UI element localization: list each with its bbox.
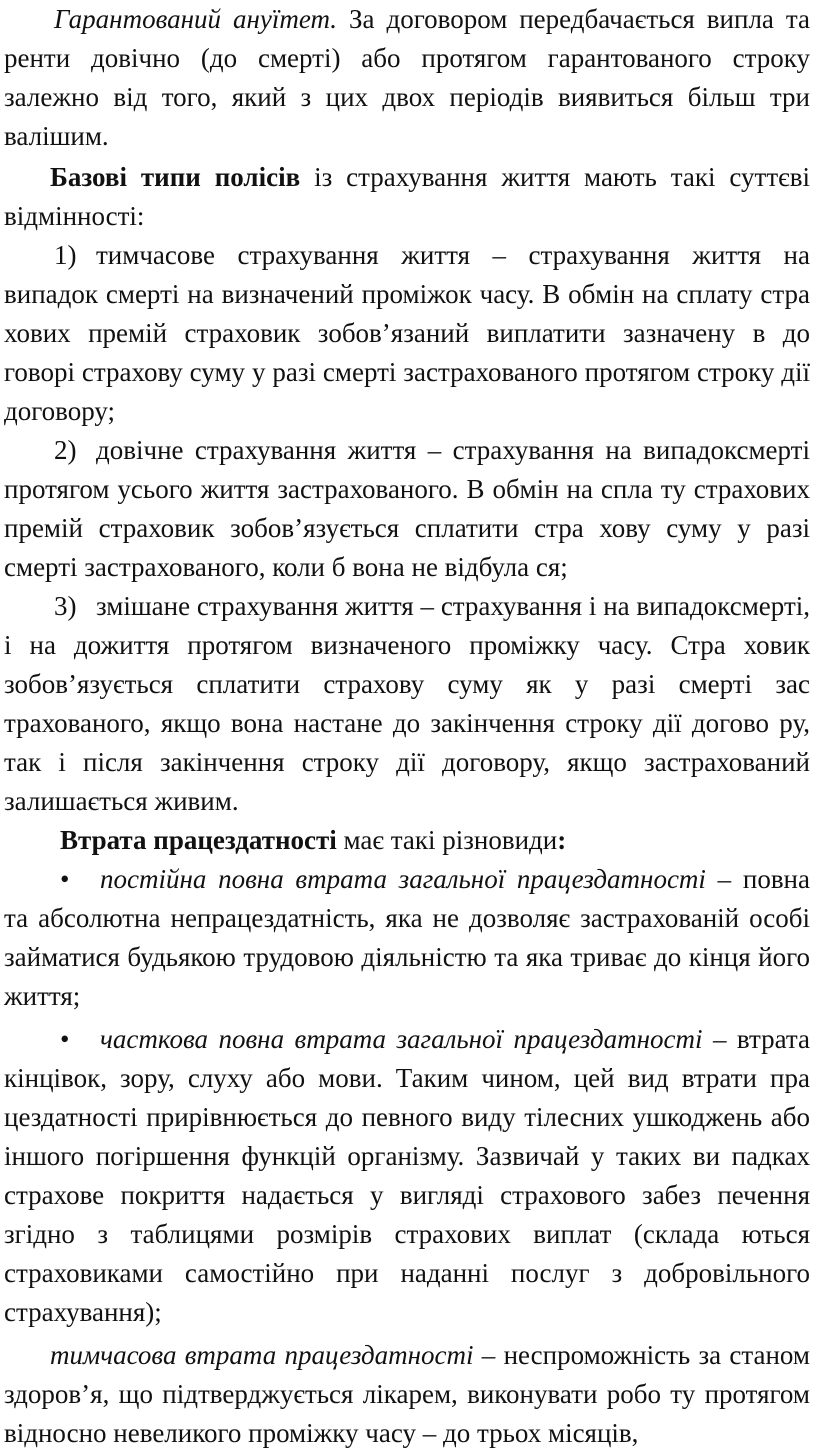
list-item-whole-life bbox=[4, 431, 810, 587]
list-item-text: довічне страхування життя – страхування на випадоксмерті протягом усього життя застрахованого. В обмін на спла ту страхових премій страховик зобов’язується сплатити стра хову суму у разі смерті застрахованого, коли б вона не відбула ся; bbox=[4, 435, 810, 582]
bullet-term: постійна повна втрата загальної працездатності bbox=[100, 864, 706, 894]
paragraph-temporary-disability bbox=[4, 1336, 810, 1453]
term-disability: Втрата працездатності bbox=[60, 825, 337, 855]
term-guaranteed-annuity: Гарантований ануїтет. bbox=[54, 4, 338, 34]
term-policy-types: Базові типи полісів bbox=[50, 162, 301, 192]
bullet-icon: • bbox=[60, 1024, 70, 1054]
paragraph-disability bbox=[4, 821, 810, 860]
list-item-text: тимчасове страхування життя – страхування життя на випадок смерті на визначений проміжок часу. В обмін на сплату стра хових премій страховик зобов’язаний виплатити зазначену в до говорі страхову суму у разі смерті застрахованого протягом строку дії договору; bbox=[4, 240, 810, 426]
bullet-text: – втрата кінцівок, зору, слуху або мови. Таким чином, цей вид втрати пра цездатності прирівнюється до певного виду тілесних ушкоджень або іншого погіршення функцій організму. Зазвичай у таких ви падках страхове покриття надається у вигляді страхового забез печення згідно з таблицями розмірів страхових виплат (склада ються страховиками самостійно при наданні послуг з добровільного страхування); bbox=[4, 1024, 810, 1327]
paragraph-text: із страхування життя мають такі суттєві відмінності: bbox=[4, 162, 810, 231]
term-temporary-disability: тимчасова втрата працездатності bbox=[50, 1340, 474, 1370]
bullet-icon: • bbox=[60, 864, 70, 894]
bullet-term: часткова повна втрата загальної працездатності bbox=[100, 1024, 703, 1054]
list-number: 1) bbox=[54, 240, 77, 270]
list-item-endowment bbox=[4, 587, 810, 821]
list-item-term-life bbox=[4, 236, 810, 431]
paragraph-policy-types bbox=[4, 158, 810, 236]
paragraph-guaranteed-annuity bbox=[4, 0, 810, 156]
bullet-item-permanent-total bbox=[4, 860, 810, 1016]
bullet-text: – повна та абсолютна непрацездатність, яка не дозволяє застрахованій особі займатися будьякою трудовою діяльністю та яка триває до кінця його життя; bbox=[4, 864, 810, 1011]
list-item-text: змішане страхування життя – страхування і на випадоксмерті, і на дожиття протягом визначеного проміжку часу. Стра ховик зобов’язується сплатити страхову суму як у разі смерті зас трахованого, якщо вона настане до закінчення строку дії догово ру, так і після закінчення строку дії договору, якщо застрахований залишається живим. bbox=[4, 591, 810, 816]
list-number: 2) bbox=[54, 435, 77, 465]
colon: : bbox=[557, 825, 567, 855]
paragraph-text: – неспроможність за станом здоров’я, що підтверджується лікарем, виконувати робо ту протягом відносно невеликого проміжку часу – до трьох місяців, bbox=[4, 1340, 810, 1448]
paragraph-text: За договором передбачається випла та ренти довічно (до смерті) або протягом гарантованого строку залежно від того, який з цих двох періодів виявиться більш три валішим. bbox=[4, 4, 810, 151]
bullet-item-partial-total bbox=[4, 1020, 810, 1332]
paragraph-text: має такі різновиди bbox=[336, 825, 558, 855]
list-number: 3) bbox=[54, 591, 77, 621]
